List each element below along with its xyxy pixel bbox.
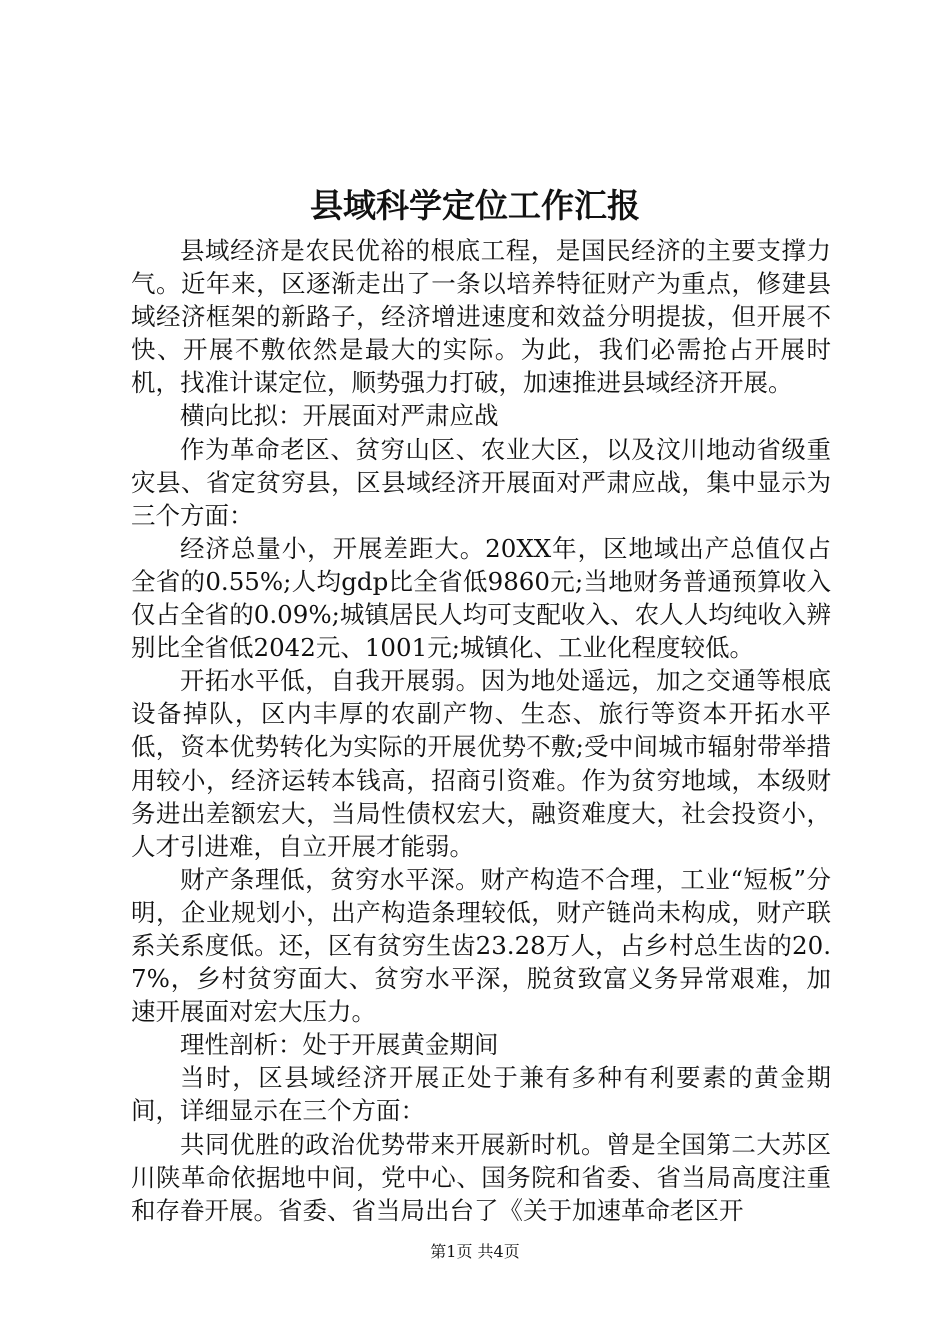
paragraph-golden-period: 当时，区县域经济开展正处于兼有多种有利要素的黄金期间，详细显示在三个方面： [131, 1063, 831, 1126]
section-heading-horizontal-comparison: 横向比拟：开展面对严肃应战 [180, 401, 499, 431]
page-footer: 第1页 共4页 [430, 1242, 520, 1261]
section-heading-rational-analysis: 理性剖析：处于开展黄金期间 [180, 1030, 499, 1060]
paragraph-industry-poverty: 财产条理低，贫穷水平深。财产构造不合理，工业“短板”分明，企业规划小，出产构造条理较低，财产链尚未构成，财产联系关系度低。还，区有贫穷生齿23.28万人，占乡村总生齿的20.7%，乡村贫穷面大、贫穷水平深，脱贫致富义务异常艰难，加速开展面对宏大压力。 [131, 864, 831, 1027]
paragraph-intro: 县域经济是农民优裕的根底工程，是国民经济的主要支撑力气。近年来，区逐渐走出了一条以培养特征财产为重点，修建县域经济框架的新路子，经济增进速度和效益分明提拔，但开展不快、开展不敷依然是最大的实际。为此，我们必需抢占开展时机，找准计谋定位，顺势强力打破，加速推进县域经济开展。 [131, 236, 831, 398]
document-body [131, 234, 831, 1227]
paragraph-development-level: 开拓水平低，自我开展弱。因为地处遥远，加之交通等根底设备掉队，区内丰厚的农副产物、生态、旅行等资本开拓水平低，资本优势转化为实际的开展优势不敷;受中间城市辐射带举措用较小，经济运转本钱高，招商引资难。作为贫穷地域，本级财务进出差额宏大，当局性债权宏大，融资难度大，社会投资小，人才引进难，自立开展才能弱。 [131, 666, 831, 861]
document-title: 县域科学定位工作汇报 [310, 186, 640, 225]
paragraph-challenges: 作为革命老区、贫穷山区、农业大区，以及汶川地动省级重灾县、省定贫穷县，区县域经济开展面对严肃应战，集中显示为三个方面： [131, 434, 831, 530]
paragraph-political-advantage: 共同优胜的政治优势带来开展新时机。曾是全国第二大苏区川陕革命依据地中间，党中心、国务院和省委、省当局高度注重和存眷开展。省委、省当局出台了《关于加速革命老区开 [131, 1129, 831, 1225]
paragraph-economy-size: 经济总量小，开展差距大。20XX年，区地域出产总值仅占全省的0.55%;人均gdp比全省低9860元;当地财务普通预算收入仅占全省的0.09%;城镇居民人均可支配收入、农人人均纯收入辨别比全省低2042元、1001元;城镇化、工业化程度较低。 [131, 533, 831, 663]
